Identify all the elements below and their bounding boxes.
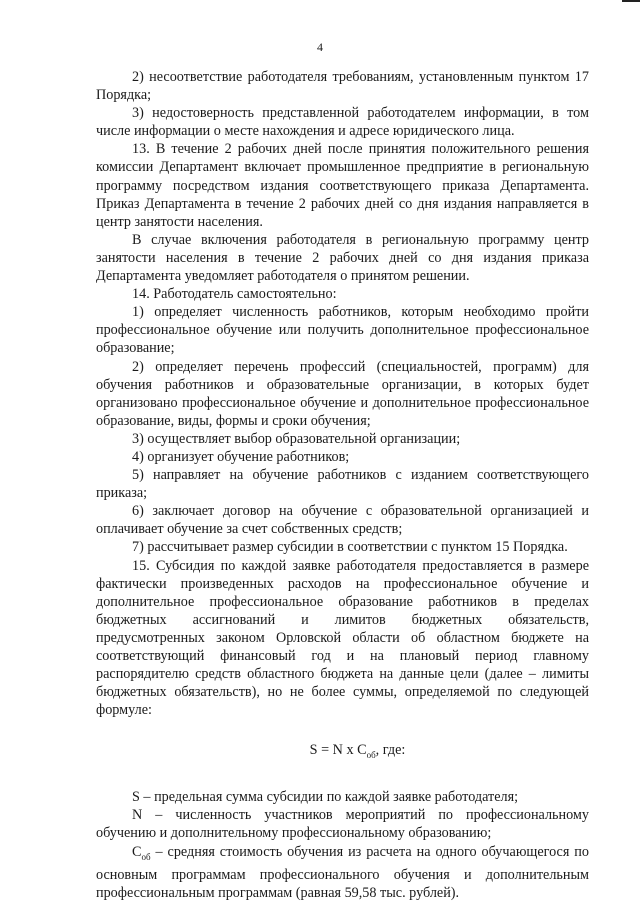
formula-lhs: S = N x C xyxy=(309,742,367,759)
definition-n: N – численность участников мероприятий по профессиональному обучению и дополнительному профессиональному образованию; xyxy=(96,807,589,842)
paragraph: 7) рассчитывает размер субсидии в соответствии с пунктом 15 Порядка. xyxy=(132,539,568,556)
definition-c-subscript: об xyxy=(141,851,151,862)
document-body xyxy=(96,68,589,902)
paragraph: 2) несоответствие работодателя требованиям, установленным пунктом 17 Порядка; xyxy=(96,69,589,104)
definition-c-text: – средняя стоимость обучения из расчета на одного обучающегося по основным программам профессионального обучения и дополнительным профессиональным программам (равная 59,58 тыс. рублей). xyxy=(96,843,589,901)
paragraph: 3) недостоверность представленной работодателем информации, в том числе информации о месте нахождения и адресе юридического лица. xyxy=(96,105,589,140)
paragraph: В случае включения работодателя в региональную программу центр занятости населения в течение 2 рабочих дней со дня издания приказа Департамента уведомляет работодателя о принятом решении. xyxy=(96,231,589,285)
definition-c xyxy=(96,843,589,902)
paragraph: 3) осуществляет выбор образовательной организации; xyxy=(132,430,461,447)
definition-s: S – предельная сумма субсидии по каждой заявке работодателя; xyxy=(132,789,519,806)
definition-c-symbol: С xyxy=(132,843,142,860)
paragraph: 4) организует обучение работников; xyxy=(132,448,350,465)
paragraph: 6) заключает договор на обучение с образовательной организацией и оплачивает обучение за счет собственных средств; xyxy=(96,503,589,538)
paragraph: 2) определяет перечень профессий (специальностей, программ) для обучения работников и образовательные организации, в которых будет организовано профессиональное обучение и дополнительное профессиональное образование, виды, формы и сроки обучения; xyxy=(96,358,589,429)
page-number: 4 xyxy=(317,40,323,54)
formula-subscript: об xyxy=(366,750,376,761)
paragraph: 5) направляет на обучение работников с изданием соответствующего приказа; xyxy=(96,467,589,502)
subsidy-formula xyxy=(96,741,589,764)
paragraph: 14. Работодатель самостоятельно: xyxy=(132,286,337,303)
formula-suffix: , где: xyxy=(375,742,406,759)
paragraph: 13. В течение 2 рабочих дней после принятия положительного решения комиссии Департамент включает промышленное предприятие в региональную программу посредством издания соответствующего приказа Департамента. Приказ Департамента в течение 2 рабочих дней со дня издания направляется в центр занятости населения. xyxy=(96,141,589,230)
corner-mark xyxy=(622,0,640,2)
paragraph: 1) определяет численность работников, которым необходимо пройти профессиональное обучение или получить дополнительное профессиональное образование; xyxy=(96,304,589,357)
paragraph: 15. Субсидия по каждой заявке работодателя предоставляется в размере фактически произведенных расходов на профессиональное обучение и дополнительное профессиональное образование работников в пределах бюджетных ассигнований и лимитов бюджетных обязательств, предусмотренных законом Орловской области об областном бюджете на соответствующий финансовый год и на плановый период главному распорядителю средств областного бюджета на данные цели (далее – лимиты бюджетных обязательств), но не более суммы, определяемой по следующей формуле: xyxy=(96,557,589,719)
